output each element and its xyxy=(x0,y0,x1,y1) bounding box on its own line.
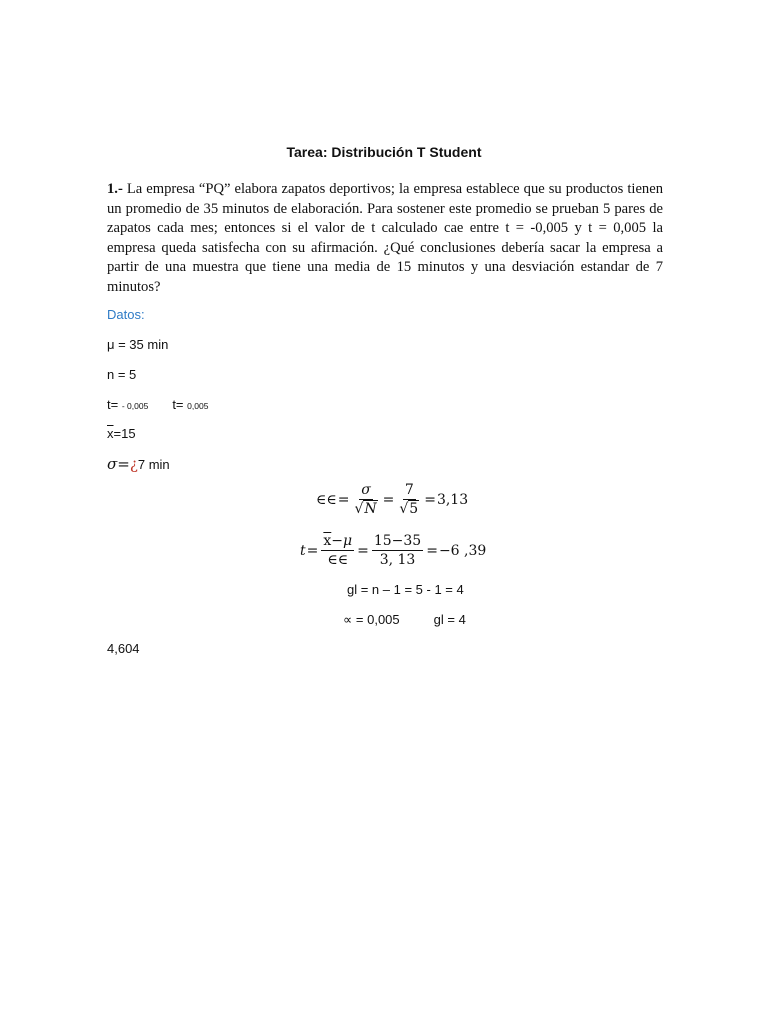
seven-over-root-five: $\frac{7}{√5}$ xyxy=(399,482,419,517)
t-upper-value: 0,005 xyxy=(187,401,209,411)
frac-denominator: 3, 13 xyxy=(379,552,416,568)
sample-mean xyxy=(107,426,136,441)
se-eq-3: = xyxy=(424,491,436,508)
problem-statement xyxy=(107,180,663,298)
problem-text: La empresa “PQ” elabora zapatos deportivos; la empresa establece que su productos tienen un promedio de 35 minutos de elaboración. Para sostener este promedio se prueban 5 pares de zapatos cada mes; entonces si el valor de t calculado cae entre t = -0,005 y t = 0,005 la empresa queda satisfecha con su afirmación. ¿Qué conclusiones debería sacar la empresa a partir de una muestra que tiene una media de 15 minutos y una desviación estandar de 7 minutos? xyxy=(107,181,663,295)
t-lower-label: t= xyxy=(107,397,119,412)
frac-seven: 7 xyxy=(404,482,414,498)
mu-value: μ = 35 min xyxy=(107,337,169,352)
frac-minus-mu: −μ xyxy=(331,533,353,549)
alpha-and-gl xyxy=(343,612,466,628)
se-eq-1: = xyxy=(337,491,350,508)
frac-se: ∈∈ xyxy=(327,552,349,568)
problem-number: 1.- xyxy=(107,181,123,197)
alpha-value: ∝ = 0,005 xyxy=(343,612,400,627)
n-value: n = 5 xyxy=(107,367,137,382)
frac-root-five: 5 xyxy=(409,501,419,517)
t-eq-2: = xyxy=(357,542,369,559)
xbar-symbol: $\overline{x}$ xyxy=(107,426,114,441)
se-result: 3,13 xyxy=(436,491,469,508)
document-title: Tarea: Distribución T Student xyxy=(286,144,482,160)
frac-sigma: σ xyxy=(361,482,371,498)
se-lhs: ∈∈ xyxy=(316,491,337,508)
xbar-minus-mu-over-se xyxy=(321,533,354,568)
frac-xbar: $\overline{x}$ xyxy=(323,533,332,549)
sigma-equals: = xyxy=(117,455,130,473)
gl-value: gl = 4 xyxy=(433,612,466,627)
standard-error-formula xyxy=(316,482,468,517)
se-eq-2: = xyxy=(382,491,395,508)
critical-value-result: 4,604 xyxy=(107,641,140,656)
t-upper-label: t= xyxy=(172,397,184,412)
xbar-value: =15 xyxy=(113,426,136,441)
t-statistic-formula xyxy=(300,533,486,568)
sigma-symbol: σ xyxy=(107,455,118,473)
degrees-of-freedom: gl = n – 1 = 5 - 1 = 4 xyxy=(347,582,464,597)
t-critical-values xyxy=(107,397,208,412)
datos-heading: Datos: xyxy=(107,307,145,322)
numeric-fraction xyxy=(372,533,423,568)
frac-difference: 15−35 xyxy=(373,533,422,549)
std-deviation xyxy=(107,455,170,473)
frac-root-n: N xyxy=(364,501,377,517)
t-eq-3: = xyxy=(426,542,438,559)
sigma-over-root-n: $\frac{\sigma}{√N}$ xyxy=(354,482,377,517)
t-result: −6 ,39 xyxy=(438,542,487,559)
t-lower-value: - 0,005 xyxy=(121,401,149,411)
sigma-mark: ¿ xyxy=(129,455,138,473)
t-eq-1: = xyxy=(306,542,319,559)
sigma-value: 7 min xyxy=(137,457,170,472)
t-lhs: t xyxy=(300,542,306,559)
